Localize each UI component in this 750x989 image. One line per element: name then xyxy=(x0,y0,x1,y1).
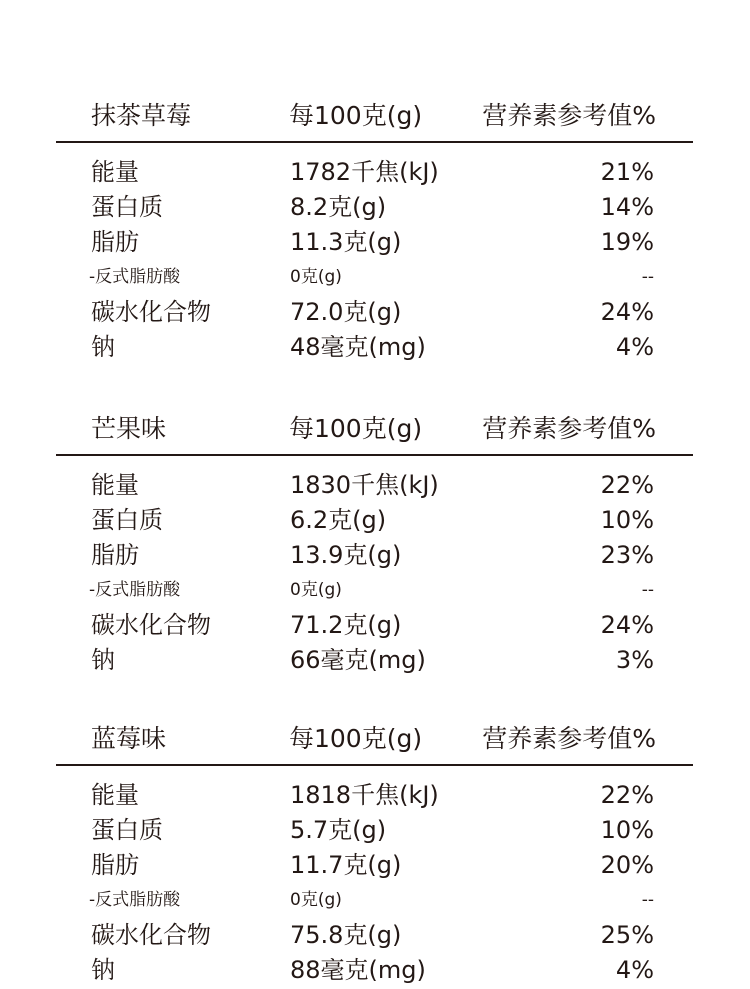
table-row xyxy=(0,778,750,813)
nutrient-nrv: 22% xyxy=(600,471,654,499)
per-100g-header: 每100克(g) xyxy=(289,414,423,443)
nutrient-amount: 1818千焦(kJ) xyxy=(290,781,439,809)
nutrient-nrv: 19% xyxy=(600,228,654,256)
nutrient-amount: 88毫克(mg) xyxy=(290,956,426,984)
table-row xyxy=(0,848,750,883)
table-row xyxy=(0,190,750,225)
nrv-header: 营养素参考值% xyxy=(482,724,656,753)
nutrient-nrv: 21% xyxy=(600,158,654,186)
nutrient-amount: 66毫克(mg) xyxy=(290,646,426,674)
nutrient-amount: 11.7克(g) xyxy=(290,851,402,879)
nutrient-label: 钠 xyxy=(91,646,115,674)
nutrient-label: 能量 xyxy=(91,158,139,186)
nutrient-nrv: 3% xyxy=(615,646,654,674)
table-row xyxy=(0,330,750,365)
flavor-name: 蓝莓味 xyxy=(91,724,167,753)
header-divider xyxy=(56,454,693,456)
flavor-name: 芒果味 xyxy=(91,414,167,443)
table-row xyxy=(0,918,750,953)
nutrient-label: -反式脂肪酸 xyxy=(89,580,181,600)
nutrient-label: 蛋白质 xyxy=(91,816,163,844)
nutrient-amount: 13.9克(g) xyxy=(290,541,402,569)
nutrient-label: 钠 xyxy=(91,333,115,361)
table-row xyxy=(0,883,750,918)
per-100g-header: 每100克(g) xyxy=(289,724,423,753)
nutrient-amount: 6.2克(g) xyxy=(290,506,387,534)
flavor-name: 抹茶草莓 xyxy=(91,101,192,130)
table-row xyxy=(0,538,750,573)
nutrient-amount: 75.8克(g) xyxy=(290,921,402,949)
nutrient-nrv: -- xyxy=(641,580,654,600)
table-row xyxy=(0,295,750,330)
nutrient-nrv: 10% xyxy=(600,506,654,534)
table-header xyxy=(0,95,750,141)
nutrient-label: 脂肪 xyxy=(91,228,139,256)
nutrient-nrv: 25% xyxy=(600,921,654,949)
nrv-header: 营养素参考值% xyxy=(482,101,656,130)
nutrient-nrv: 14% xyxy=(600,193,654,221)
table-header xyxy=(0,408,750,454)
nutrition-table-mango xyxy=(0,408,750,674)
nutrient-label: -反式脂肪酸 xyxy=(89,890,181,910)
nutrient-amount: 72.0克(g) xyxy=(290,298,402,326)
nutrient-label: 能量 xyxy=(91,471,139,499)
nutrient-nrv: 24% xyxy=(600,611,654,639)
nutrient-amount: 8.2克(g) xyxy=(290,193,387,221)
nutrient-label: 碳水化合物 xyxy=(91,298,211,326)
nutrient-label: 脂肪 xyxy=(91,541,139,569)
table-row xyxy=(0,813,750,848)
header-divider xyxy=(56,764,693,766)
table-row xyxy=(0,503,750,538)
nutrient-nrv: 4% xyxy=(615,956,654,984)
nutrient-label: 碳水化合物 xyxy=(91,611,211,639)
table-row xyxy=(0,608,750,643)
table-row xyxy=(0,643,750,678)
nutrient-label: 蛋白质 xyxy=(91,506,163,534)
nutrient-amount: 71.2克(g) xyxy=(290,611,402,639)
nutrient-label: 钠 xyxy=(91,956,115,984)
nutrient-amount: 0克(g) xyxy=(290,267,342,287)
nutrient-nrv: -- xyxy=(641,267,654,287)
nutrient-nrv: 10% xyxy=(600,816,654,844)
nutrient-amount: 5.7克(g) xyxy=(290,816,387,844)
nutrient-label: 蛋白质 xyxy=(91,193,163,221)
nutrient-amount: 1830千焦(kJ) xyxy=(290,471,439,499)
nutrient-nrv: 22% xyxy=(600,781,654,809)
table-row xyxy=(0,155,750,190)
table-row xyxy=(0,260,750,295)
per-100g-header: 每100克(g) xyxy=(289,101,423,130)
table-row xyxy=(0,468,750,503)
header-divider xyxy=(56,141,693,143)
nutrient-nrv: -- xyxy=(641,890,654,910)
nutrient-nrv: 20% xyxy=(600,851,654,879)
nutrient-label: 碳水化合物 xyxy=(91,921,211,949)
table-row xyxy=(0,953,750,988)
nutrient-amount: 0克(g) xyxy=(290,890,342,910)
table-row xyxy=(0,225,750,260)
nutrient-amount: 11.3克(g) xyxy=(290,228,402,256)
table-header xyxy=(0,718,750,764)
nutrient-nrv: 23% xyxy=(600,541,654,569)
nutrition-table-blueberry xyxy=(0,718,750,984)
nrv-header: 营养素参考值% xyxy=(482,414,656,443)
nutrient-label: 脂肪 xyxy=(91,851,139,879)
nutrient-amount: 48毫克(mg) xyxy=(290,333,426,361)
nutrient-amount: 0克(g) xyxy=(290,580,342,600)
nutrient-label: 能量 xyxy=(91,781,139,809)
table-row xyxy=(0,573,750,608)
nutrient-label: -反式脂肪酸 xyxy=(89,267,181,287)
nutrient-nrv: 4% xyxy=(615,333,654,361)
nutrient-nrv: 24% xyxy=(600,298,654,326)
nutrition-table-matcha-strawberry xyxy=(0,95,750,361)
nutrient-amount: 1782千焦(kJ) xyxy=(290,158,439,186)
